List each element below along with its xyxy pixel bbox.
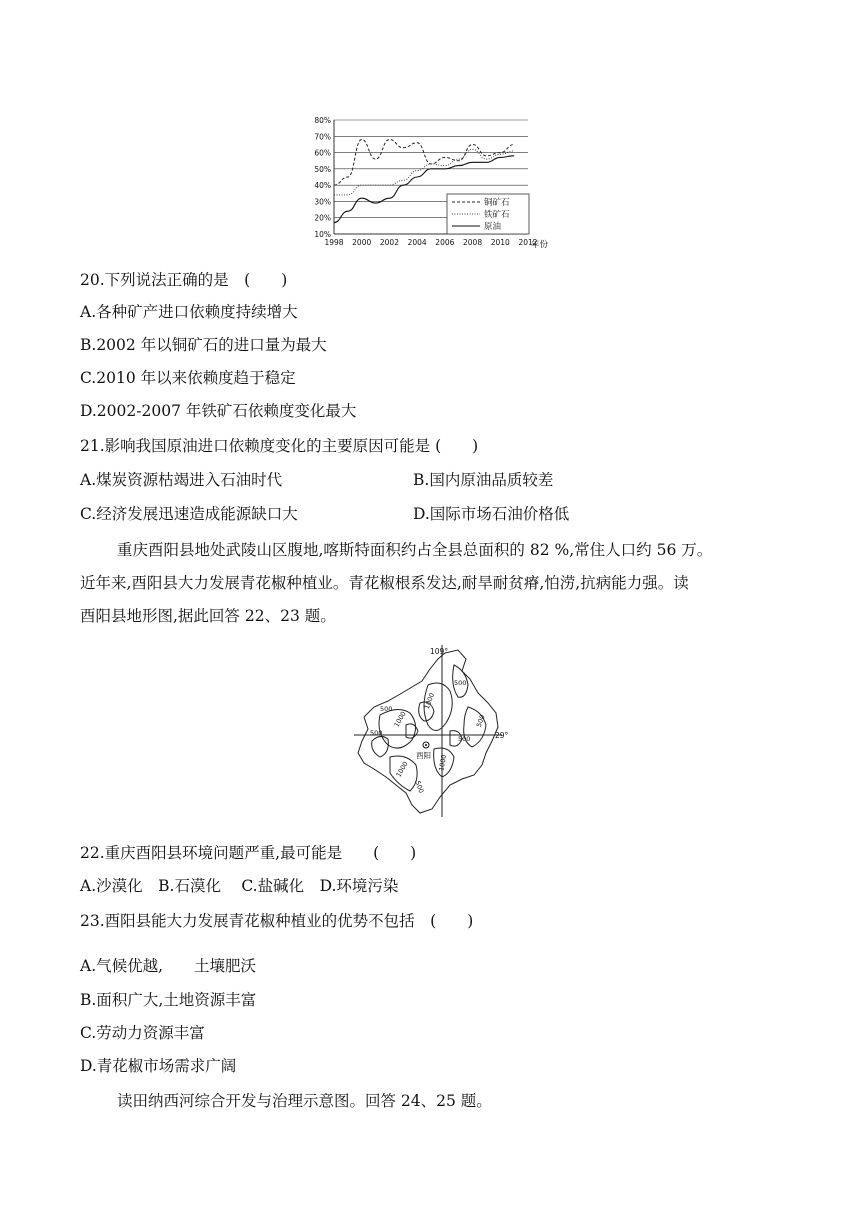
q23-stem: 23.酉阳县能大力发展青花椒种植业的优势不包括 ( ) [80, 912, 474, 930]
y-tick-label: 80% [314, 116, 331, 125]
y-tick-label: 10% [314, 230, 331, 239]
legend-label-iron: 铁矿石 [484, 210, 510, 220]
y-tick-label: 30% [314, 197, 331, 207]
q21-option-a: A.煤炭资源枯竭进入石油时代 [80, 471, 283, 489]
x-tick-label: 2010 [490, 238, 510, 247]
contour-label: 1000 [422, 691, 437, 711]
q21-option-b: B.国内原油品质较差 [413, 471, 554, 489]
contour-line [372, 736, 389, 757]
q23-option-a: A.气候优越, 土壤肥沃 [80, 957, 257, 975]
x-tick-label: 2008 [463, 238, 483, 247]
contour-label: 500 [380, 705, 393, 713]
contour-label: 500 [413, 779, 426, 795]
longitude-label: 109° [430, 647, 449, 656]
q21-option-d: D.国际市场石油价格低 [413, 505, 570, 523]
q23-option-c: C.劳动力资源丰富 [80, 1024, 205, 1042]
passage1-line3: 酉阳县地形图,据此回答 22、23 题。 [80, 607, 336, 625]
y-tick-label: 50% [314, 164, 331, 174]
x-tick-label: 2012 [518, 238, 538, 247]
legend-label-oil: 原油 [484, 222, 502, 232]
q20-option-a: A.各种矿产进口依赖度持续增大 [80, 303, 298, 321]
contour-label: 500 [370, 729, 383, 737]
contour-label: 500 [474, 713, 487, 729]
passage1-line1: 重庆酉阳县地处武陵山区腹地,喀斯特面积约占全县总面积的 82 %,常住人口约 56 万。 [117, 541, 713, 559]
q20-stem: 20.下列说法正确的是 ( ) [80, 271, 288, 289]
chart-x-ticks [324, 238, 537, 247]
x-tick-label: 2002 [379, 238, 399, 247]
city-label: 酉阳 [416, 751, 431, 760]
x-tick-label: 1998 [324, 238, 344, 247]
youyang-city-dot [425, 744, 427, 746]
y-tick-label: 60% [314, 148, 331, 158]
passage2: 读田纳西河综合开发与治理示意图。回答 24、25 题。 [117, 1092, 492, 1110]
q23-option-b: B.面积广大,土地资源丰富 [80, 991, 257, 1009]
q21-stem: 21.影响我国原油进口依赖度变化的主要原因可能是 ( ) [80, 437, 479, 455]
contour-line [406, 724, 418, 738]
contour-label: 500 [458, 735, 471, 743]
q23-option-d: D.青花椒市场需求广阔 [80, 1057, 237, 1075]
q22-options: A.沙漠化 B.石漠化 C.盐碱化 D.环境污染 [80, 877, 399, 895]
youyang-terrain-map [350, 645, 520, 825]
q22-stem: 22.重庆酉阳县环境问题严重,最可能是 ( ) [80, 844, 417, 862]
x-tick-label: 2004 [407, 238, 427, 247]
latitude-label: 29° [495, 731, 509, 740]
q20-option-b: B.2002 年以铜矿石的进口量为最大 [80, 336, 327, 354]
chart-y-ticks [314, 116, 331, 239]
contour-label: 1000 [437, 753, 449, 772]
q20-option-d: D.2002-2007 年铁矿石依赖度变化最大 [80, 402, 357, 420]
y-tick-label: 70% [314, 132, 331, 142]
x-axis-label: 年份 [531, 240, 549, 250]
legend-label-copper: 铜矿石 [484, 198, 510, 208]
y-tick-label: 40% [314, 181, 331, 191]
dependency-line-chart [300, 112, 549, 252]
x-tick-label: 2006 [435, 238, 455, 247]
chart-legend [447, 194, 529, 234]
y-tick-label: 20% [314, 213, 331, 223]
x-tick-label: 2000 [352, 238, 372, 247]
contour-label: 500 [454, 679, 467, 687]
q20-option-c: C.2010 年以来依赖度趋于稳定 [80, 369, 296, 387]
contour-label: 1000 [392, 710, 408, 729]
q21-option-c: C.经济发展迅速造成能源缺口大 [80, 505, 298, 523]
passage1-line2: 近年来,酉阳县大力发展青花椒种植业。青花椒根系发达,耐旱耐贫瘠,怕涝,抗病能力强。读 [80, 574, 689, 592]
contour-label: 1000 [394, 760, 410, 779]
